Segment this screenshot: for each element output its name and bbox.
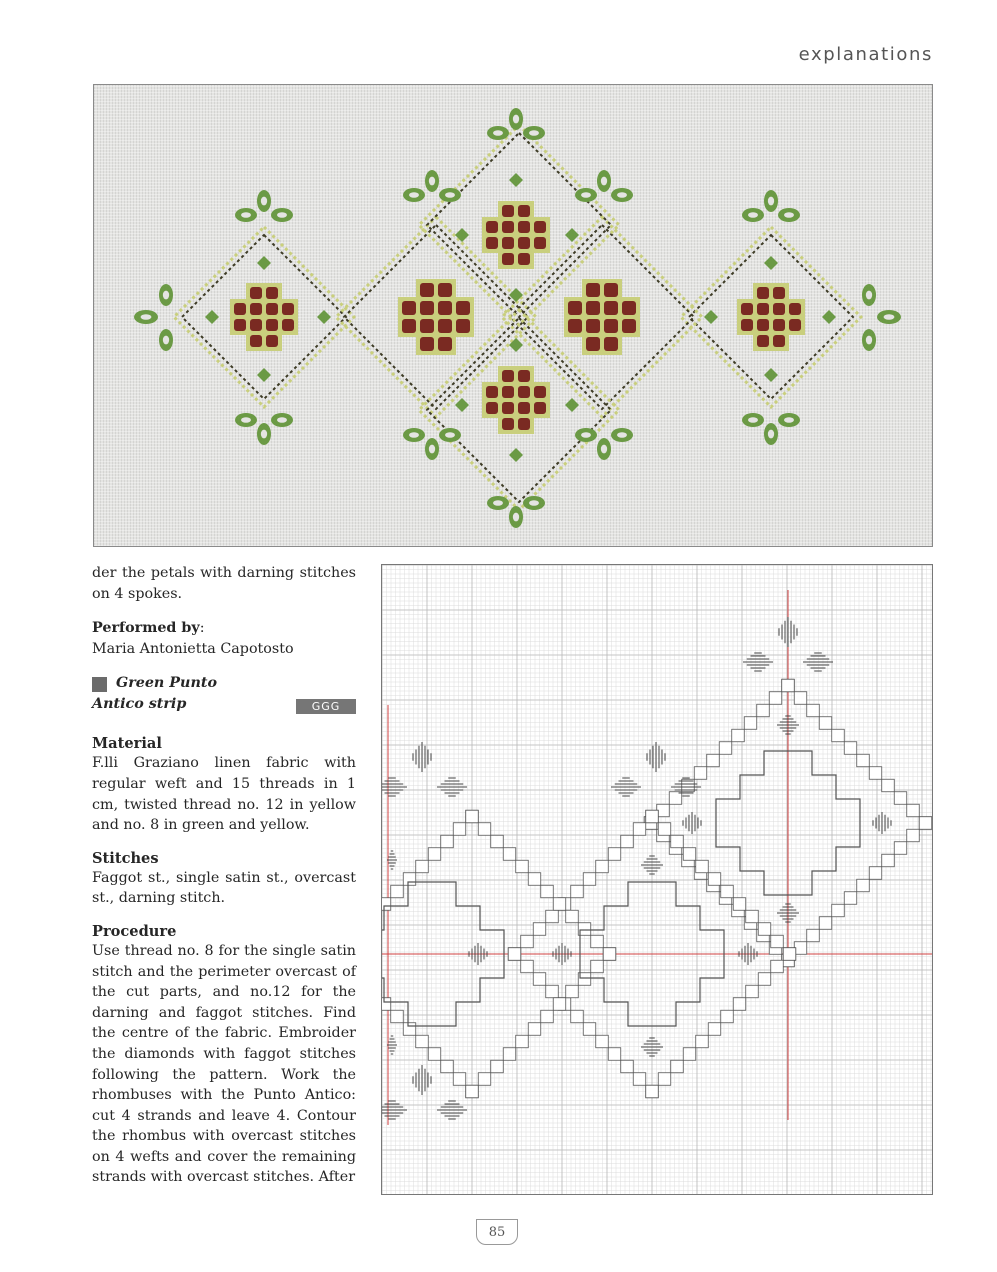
punto-antico-cell [518,370,530,382]
punto-antico-cell [502,237,514,249]
punto-antico-cell [534,386,546,398]
punto-antico-cell [757,303,769,315]
faggot-square [583,1023,596,1036]
pattern-chart [381,564,933,1195]
faggot-square [441,835,454,848]
faggot-square [658,823,671,836]
faggot-square [882,854,895,867]
satin-leaf-center [748,417,758,423]
faggot-square [541,885,554,898]
faggot-square [608,1048,621,1061]
punto-antico-cell [518,221,530,233]
punto-antico-cell [502,370,514,382]
punto-antico-cell [420,337,434,351]
faggot-square [857,754,870,767]
faggot-square [382,898,391,911]
punto-antico-cell [604,301,618,315]
punto-antico-cell [518,418,530,430]
satin-leaf-center [748,212,758,218]
faggot-square [533,973,546,986]
faggot-square [719,742,732,755]
punto-antico-cell [757,319,769,331]
faggot-square [771,935,784,948]
punto-antico-cell [518,386,530,398]
satin-leaf-center [429,177,435,186]
satin-leaf-center [261,430,267,439]
faggot-square [403,1023,416,1036]
punto-antico-cell [586,319,600,333]
faggot-square [894,792,907,805]
faggot-square [508,948,521,961]
punto-antico-cell [234,319,246,331]
punto-antico-cell [502,205,514,217]
satin-leaf-center [163,291,169,300]
punto-antico-cell [420,319,434,333]
punto-antico-cell [402,319,416,333]
punto-antico-cell [789,319,801,331]
punto-antico-cell [586,337,600,351]
punto-antico-cell [486,386,498,398]
material-section [92,735,356,835]
punto-antico-cell [586,283,600,297]
punto-antico-cell [420,283,434,297]
punto-antico-cell [741,303,753,315]
punto-antico-cell [282,303,294,315]
satin-leaf-center [884,314,895,320]
faggot-square [453,823,466,836]
stitches-section [92,850,356,909]
faggot-square [546,910,559,923]
satin-leaf-center [241,212,251,218]
faggot-square [746,985,759,998]
bullet-square-icon [92,677,107,692]
satin-leaf-center [409,432,419,438]
punto-antico-cell [486,402,498,414]
faggot-square [491,835,504,848]
satin-leaf-center [529,500,539,506]
punto-antico-cell [773,335,785,347]
pattern-chart-drawing [382,565,933,1195]
satin-leaf-center [445,432,455,438]
satin-stitch-mark [413,1065,431,1095]
satin-diamond [565,228,579,242]
faggot-square [771,960,784,973]
satin-leaf-center [581,432,591,438]
punto-antico-cell [534,402,546,414]
faggot-square [516,1035,529,1048]
satin-stitch-mark [641,856,663,874]
punto-antico-cell [568,301,582,315]
faggot-square [521,935,534,948]
satin-leaf-center [768,197,774,206]
faggot-square [503,1048,516,1061]
faggot-square [603,948,616,961]
project-title [92,675,356,721]
satin-stitch-mark [437,1101,467,1119]
punto-antico-cell [741,319,753,331]
embroidery-photo [93,84,933,547]
faggot-square [758,973,771,986]
satin-stitch-mark [437,778,467,796]
faggot-square [596,1035,609,1048]
punto-antico-cell [266,287,278,299]
faggot-square [671,835,684,848]
faggot-square [528,1023,541,1036]
punto-antico-cell [518,205,530,217]
faggot-square [553,998,566,1011]
difficulty-badge: GGG [296,699,356,714]
satin-leaf-center [784,212,794,218]
faggot-square [596,860,609,873]
punto-antico-cell [402,301,416,315]
instructions-column [92,563,356,1188]
satin-leaf-center [601,177,607,186]
faggot-square [671,1060,684,1073]
satin-stitch-mark [641,1038,663,1056]
performer-name: Maria Antonietta Capotosto [92,640,294,657]
satin-diamond [509,173,523,187]
punto-antico-cell [502,221,514,233]
faggot-square [416,1035,429,1048]
performer-label: Performed by [92,620,200,637]
project-title-line2: Antico strip [92,696,187,713]
faggot-square [807,929,820,942]
satin-stitch-mark [777,904,799,922]
faggot-square [707,754,720,767]
punto-antico-cell [604,337,618,351]
punto-antico-cell [438,337,452,351]
faggot-square [869,767,882,780]
faggot-square [528,873,541,886]
satin-leaf-center [493,130,503,136]
faggot-square [646,810,659,823]
faggot-square [696,860,709,873]
satin-diamond [455,398,469,412]
material-text: F.lli Graziano linen fabric with regular weft and 15 threads in 1 cm, twisted thread no. 12 in yellow and no. 8 in green and yellow. [92,755,356,834]
punto-antico-cell [250,287,262,299]
punto-antico-cell [438,301,452,315]
faggot-square [758,923,771,936]
material-heading: Material [92,735,162,753]
punto-antico-cell [773,319,785,331]
punto-antico-cell [518,237,530,249]
satin-leaf-center [429,445,435,454]
faggot-square [428,848,441,861]
satin-leaf-center [866,336,872,345]
satin-stitch-mark [382,778,407,796]
faggot-square [783,948,796,961]
faggot-square [521,960,534,973]
faggot-square [571,885,584,898]
satin-diamond [205,310,219,324]
satin-leaf-center [261,197,267,206]
faggot-square [591,960,604,973]
faggot-square [453,1073,466,1086]
punto-antico-cell [604,319,618,333]
faggot-square [546,985,559,998]
stitches-text: Faggot st., single satin st., overcast st., darning stitch. [92,869,356,907]
faggot-square [669,792,682,805]
satin-diamond [257,256,271,270]
satin-leaf-center [601,445,607,454]
faggot-square [466,810,479,823]
satin-leaf-center [617,432,627,438]
faggot-square [533,923,546,936]
faggot-square [732,729,745,742]
faggot-square [441,1060,454,1073]
procedure-section [92,923,356,1188]
satin-diamond [565,398,579,412]
punto-antico-cell [456,301,470,315]
faggot-square [819,717,832,730]
punto-antico-cell [438,319,452,333]
faggot-square [832,904,845,917]
faggot-square [857,879,870,892]
faggot-square [553,898,566,911]
page-number: 85 [476,1219,518,1245]
satin-leaf-center [141,314,152,320]
faggot-square [633,1073,646,1086]
faggot-square [733,898,746,911]
punto-antico-cell [568,319,582,333]
faggot-square [782,679,795,692]
procedure-text: Use thread no. 8 for the single satin stitch and the perimeter overcast of the cut parts, and no.12 for the darning and faggot stitches. Find the centre of the fabric. Embroider the diamonds with faggot stitches following the pattern. Work the rhombuses with the Punto Antico: cut 4 strands and leave 4. Contour the rhombus with overcast stitches on 4 wefts and cover the remaining strands with overcast stitches. After [92,942,356,1186]
faggot-square [541,1010,554,1023]
faggot-square [416,860,429,873]
faggot-square [696,1035,709,1048]
faggot-square [794,692,807,705]
faggot-square [478,1073,491,1086]
faggot-square [391,1010,404,1023]
punto-antico-cell [757,287,769,299]
faggot-square [733,998,746,1011]
faggot-square [807,704,820,717]
faggot-square [744,717,757,730]
faggot-square [608,848,621,861]
punto-antico-cell [250,335,262,347]
faggot-square [721,885,734,898]
punto-antico-cell [266,319,278,331]
satin-leaf-center [241,417,251,423]
punto-antico-cell [534,237,546,249]
satin-leaf-center [513,513,519,522]
faggot-square [907,829,920,842]
faggot-square [566,985,579,998]
punto-antico-cell [622,301,636,315]
faggot-square [516,860,529,873]
faggot-square [382,998,391,1011]
faggot-square [882,779,895,792]
punto-antico-cell [518,253,530,265]
faggot-square [844,742,857,755]
section-header: explanations [798,44,933,65]
faggot-square [571,1010,584,1023]
satin-diamond [257,368,271,382]
satin-leaf-center [768,430,774,439]
punto-antico-cell [486,221,498,233]
faggot-square [919,817,932,830]
satin-diamond [764,368,778,382]
faggot-square [708,873,721,886]
faggot-square [403,873,416,886]
punto-antico-cell [604,283,618,297]
punto-antico-cell [502,253,514,265]
faggot-square [708,1023,721,1036]
satin-stitch-mark [779,617,797,647]
faggot-square [566,910,579,923]
satin-leaf-center [866,291,872,300]
punto-antico-cell [773,303,785,315]
faggot-square [757,704,770,717]
punto-antico-cell [586,301,600,315]
punto-antico-cell [534,221,546,233]
punto-antico-cell [502,418,514,430]
faggot-square [869,867,882,880]
faggot-square [591,935,604,948]
punto-antico-cell [502,402,514,414]
satin-leaf-center [581,192,591,198]
satin-diamond [704,310,718,324]
punto-antico-cell [502,386,514,398]
satin-leaf-center [277,212,287,218]
faggot-square [621,1060,634,1073]
punto-antico-cell [773,287,785,299]
satin-leaf-center [513,115,519,124]
faggot-square [621,835,634,848]
satin-leaf-center [409,192,419,198]
faggot-square [466,1085,479,1098]
punto-antico-cell [282,319,294,331]
punto-antico-cell [420,301,434,315]
satin-diamond [509,448,523,462]
punto-antico-cell [789,303,801,315]
faggot-square [844,892,857,905]
stitches-heading: Stitches [92,849,159,867]
faggot-square [769,692,782,705]
punto-antico-cell [250,319,262,331]
faggot-square [907,804,920,817]
satin-leaf-center [493,500,503,506]
faggot-square [746,910,759,923]
faggot-square [491,1060,504,1073]
satin-stitch-mark [611,778,641,796]
faggot-square [658,1073,671,1086]
satin-stitch-mark [382,1101,407,1119]
faggot-square [683,1048,696,1061]
satin-leaf-center [529,130,539,136]
punto-antico-cell [456,319,470,333]
punto-antico-cell [266,335,278,347]
faggot-square [646,1085,659,1098]
faggot-square [694,767,707,780]
punto-antico-cell [757,335,769,347]
satin-diamond [764,256,778,270]
satin-leaf-center [445,192,455,198]
faggot-square [819,917,832,930]
punto-antico-cell [622,319,636,333]
punto-antico-cell [234,303,246,315]
faggot-square [428,1048,441,1061]
faggot-square [894,842,907,855]
faggot-square [478,823,491,836]
faggot-square [633,823,646,836]
faggot-square [391,885,404,898]
faggot-square [683,848,696,861]
intro-paragraph: der the petals with darning stitches on 4 spokes. [92,565,356,602]
satin-leaf-center [277,417,287,423]
satin-stitch-mark [553,943,571,965]
satin-leaf-center [163,336,169,345]
procedure-heading: Procedure [92,922,177,940]
faggot-square [583,873,596,886]
embroidery-illustration [94,85,933,547]
satin-leaf-center [617,192,627,198]
punto-antico-cell [266,303,278,315]
project-title-line1: Green Punto [116,675,217,692]
punto-antico-cell [438,283,452,297]
satin-diamond [317,310,331,324]
satin-leaf-center [784,417,794,423]
faggot-square [832,729,845,742]
punto-antico-cell [518,402,530,414]
faggot-square [721,1010,734,1023]
punto-antico-cell [250,303,262,315]
punto-antico-cell [486,237,498,249]
faggot-square [503,848,516,861]
satin-diamond [822,310,836,324]
performer-block: Performed by: Maria Antonietta Capotosto [92,618,356,659]
